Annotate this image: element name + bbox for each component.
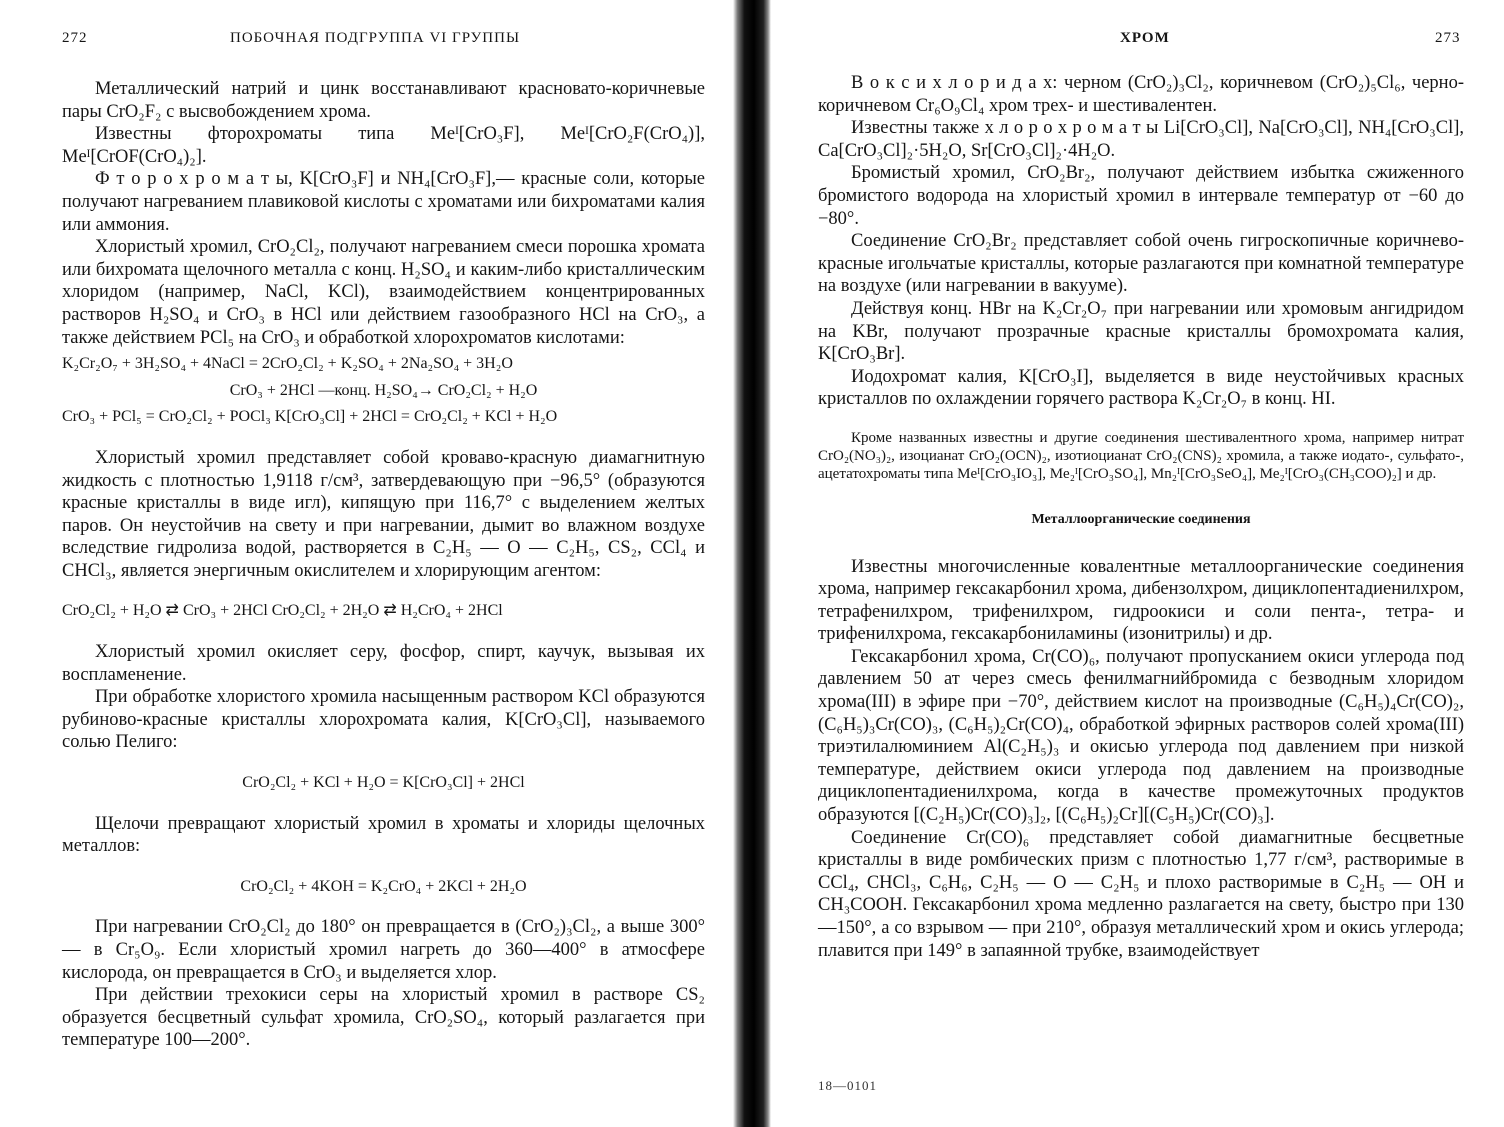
equation: CrO₂Cl₂ + KCl + H₂O = K[CrO₃Cl] + 2HCl [242, 774, 525, 792]
equation: CrO₃ + PCl₅ = CrO₂Cl₂ + POCl₃ K[CrO₃Cl] + 2HCl = CrO₂Cl₂ + KCl + H₂O [62, 408, 558, 426]
paragraph: Хлористый хромил, CrO₂Cl₂, получают нагреванием смеси порошка хромата или бихромата щелочного металла с конц. H₂SO₄ и каким-либо кристаллическим хлоридом (например, NaCl, KCl), взаимодействием концентрированных растворов H₂SO₄ и CrO₃ в HCl или действием газообразного HCl на CrO₃, а также действием PCl₅ на CrO₃ и обработкой хлорохроматов кислотами: [62, 237, 705, 348]
paragraph: Металлический натрий и цинк восстанавливают красновато-коричневые пары CrO₂F₂ с высвобождением хрома. [62, 79, 705, 122]
paragraph: Известны многочисленные ковалентные металлоорганические соединения хрома, например гексакарбонил хрома, дибензолхром, дициклопентадиенилхром, тетрафенилхром, трифенилхром, гидроокиси и соли пента-, тетра- и трифенилхрома, гексакарбониламины (изонитрилы) и др. [818, 556, 1464, 645]
paragraph: Гексакарбонил хрома, Cr(CO)₆, получают пропусканием окиси углерода под давлением 50 ат через смесь фенилмагнийбромида с безводным хлоридом хрома(III) в эфире при −70°, действием кислот на производные (C₆H₅)₄Cr(CO)₂, (C₆H₅)₃Cr(CO)₃, (C₆H₅)₂Cr(CO)₄, обработкой эфирных растворов солей хрома(III) триэтилалюминием Al(C₂H₅)₃ и окисью углерода под давлением при низкой температуре, действием окиси углерода под давлением на производные дициклопентадиенилхрома, когда в качестве промежуточных продуктов образуются [(C₂H₅)Cr(CO)₃]₂, [(C₆H₅)₂Cr][(C₅H₅)Cr(CO)₃]. [818, 646, 1464, 826]
page-number: 272 [62, 30, 88, 46]
equation: K₂Cr₂O₇ + 3H₂SO₄ + 4NaCl = 2CrO₂Cl₂ + K₂SO₄ + 2Na₂SO₄ + 3H₂O [62, 355, 513, 373]
paragraph: В о к с и х л о р и д а х: черном (CrO₂)₃Cl₂, коричневом (CrO₂)₅Cl₆, черно-коричневом Cr₆O₉Cl₄ хром трех- и шестивалентен. [818, 73, 1464, 116]
printer-signature: 18—0101 [818, 1078, 877, 1093]
running-head: ХРОМ [1120, 30, 1170, 46]
equation: CrO₂Cl₂ + 4KOH = K₂CrO₄ + 2KCl + 2H₂O [240, 877, 527, 895]
paragraph: Действуя конц. HBr на K₂Cr₂O₇ при нагревании или хромовым ангидридом на KBr, получают прозрачные красные кристаллы бромохромата калия, K[CrO₃Br]. [818, 298, 1464, 365]
paragraph: Соединение Cr(CO)₆ представляет собой диамагнитные бесцветные кристаллы в виде ромбических призм с плотностью 1,77 г/см³, растворимые в CCl₄, CHCl₃, C₆H₆, C₂H₅ — O — C₂H₅ и плохо растворимые в C₂H₅ — OH и CH₃COOH. Гексакарбонил хрома медленно разлагается на свету, быстро при 130—150°, а со взрывом — при 210°, образуя металлический хром и окись углерода; плавится при 149° в запаянной трубке, взаимодействует [818, 827, 1464, 961]
paragraph: При нагревании CrO₂Cl₂ до 180° он превращается в (CrO₂)₃Cl₂, а выше 300° — в Cr₅O₉. Если хлористый хромил нагреть до 360—400° в атмосфере кислорода, он превращается в CrO₃ и выделяется хлор. [62, 917, 705, 983]
paragraph: Известны также х л о р о х р о м а т ы Li[CrO₃Cl], Na[CrO₃Cl], NH₄[CrO₃Cl], Ca[CrO₃Cl]₂·5H₂O, Sr[CrO₃Cl]₂·4H₂O. [818, 118, 1464, 161]
paragraph: Хлористый хромил окисляет серу, фосфор, спирт, каучук, вызывая их воспламенение. [62, 642, 705, 685]
equation: CrO₂Cl₂ + H₂O ⇄ CrO₃ + 2HCl CrO₂Cl₂ + 2H₂O ⇄ H₂CrO₄ + 2HCl [62, 602, 503, 620]
page-number: 273 [1435, 30, 1461, 46]
paragraph: Известны фторохроматы типа Meᴵ[CrO₃F], Meᴵ[CrO₂F(CrO₄)], Meᴵ[CrOF(CrO₄)₂]. [62, 124, 705, 167]
left-page-body [62, 78, 705, 1052]
section-heading: Металлоорганические соединения [1031, 511, 1251, 527]
paragraph: Соединение CrO₂Br₂ представляет собой очень гигроскопичные коричнево-красные игольчатые кристаллы, которые разлагаются при комнатной температуре на воздухе (или нагревании в вакууме). [818, 231, 1464, 297]
small-print-note: Кроме названных известны и другие соединения шестивалентного хрома, например нитрат CrO₂(NO₃)₂, изоцианат CrO₂(OCN)₂, изотиоцианат CrO₂(CNS)₂ хромила, а также иодато-, сульфато-, ацетатохроматы типа Meᴵ[CrO₃IO₃], Me₂ᴵ[CrO₃SO₄], Mn₂ᴵ[CrO₃SeO₄], Me₂ᴵ[CrO₃(CH₃COO)₂] и др. [818, 429, 1464, 482]
right-page-body [818, 72, 1464, 962]
right-page [770, 0, 1504, 1127]
left-page [0, 0, 735, 1127]
book-spine-gutter [733, 0, 771, 1127]
paragraph: Иодохромат калия, K[CrO₃I], выделяется в виде неустойчивых красных кристаллов по охлаждении горячего раствора K₂Cr₂O₇ в конц. HI. [818, 366, 1464, 410]
running-head: ПОБОЧНАЯ ПОДГРУППА VI ГРУППЫ [230, 30, 521, 46]
paragraph: При действии трехокиси серы на хлористый хромил в растворе CS₂ образуется бесцветный сульфат хромила, CrO₂SO₄, который разлагается при температуре 100—200°. [62, 985, 705, 1051]
paragraph: Ф т о р о х р о м а т ы, K[CrO₃F] и NH₄[CrO₃F],— красные соли, которые получают нагреванием плавиковой кислоты с хроматами или бихроматами калия или аммония. [62, 169, 705, 235]
equation: CrO₃ + 2HCl —конц. H₂SO₄→ CrO₂Cl₂ + H₂O [229, 381, 538, 399]
paragraph: Хлористый хромил представляет собой кроваво-красную диамагнитную жидкость с плотностью 1,9118 г/см³, затвердевающую при −96,5° (образуются красные кристаллы в виде игл), кипящую при 116,7° с выделением желтых паров. Он неустойчив на свету и при нагревании, дымит во влажном воздухе вследствие гидролиза водой, растворяется в C₂H₅ — O — C₂H₅, CS₂, CCl₄ и CHCl₃, является энергичным окислителем и хлорирующим агентом: [62, 447, 705, 581]
paragraph: Бромистый хромил, CrO₂Br₂, получают действием избытка сжиженного бромистого водорода на хлористый хромил в интервале температур от −60 до −80°. [818, 163, 1464, 229]
paragraph: Щелочи превращают хлористый хромил в хроматы и хлориды щелочных металлов: [62, 813, 705, 857]
paragraph: При обработке хлористого хромила насыщенным раствором KCl образуются рубиново-красные кристаллы хлорохромата калия, K[CrO₃Cl], называемого солью Пелиго: [62, 687, 705, 753]
